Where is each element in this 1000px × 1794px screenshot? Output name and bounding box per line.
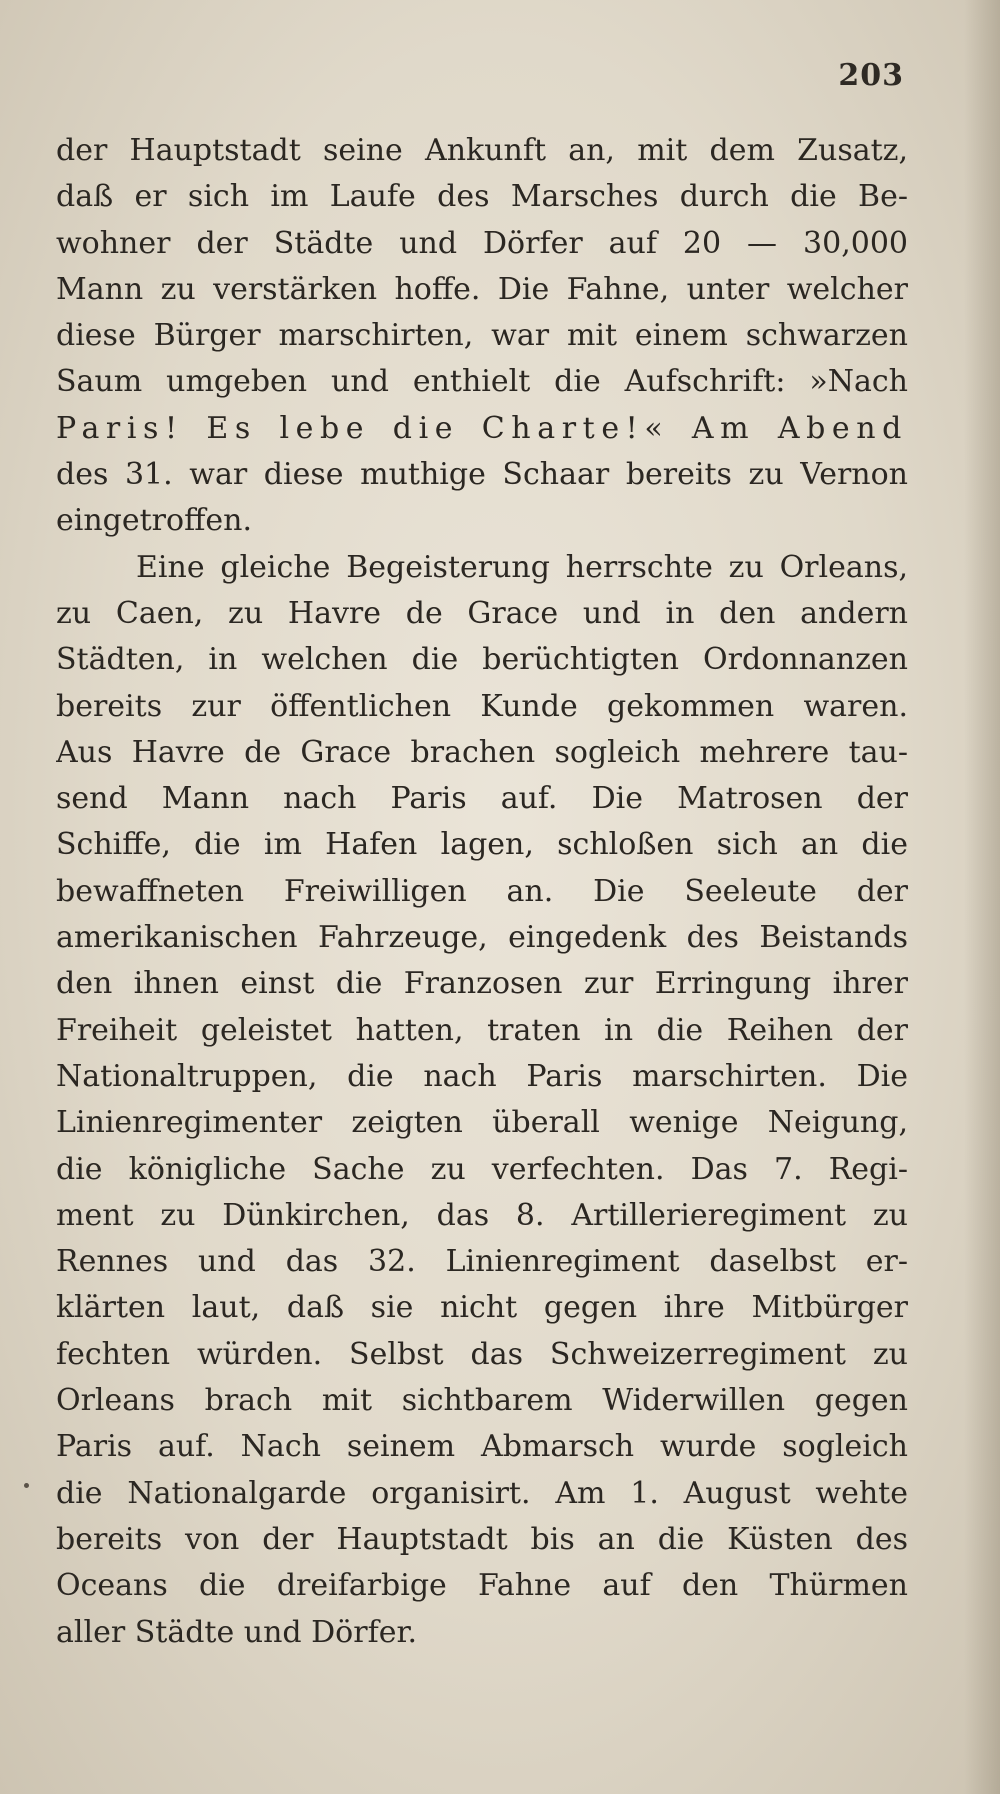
text-line: Mann zu verstärken hoffe. Die Fahne, unter welcher	[56, 271, 908, 307]
text-line: Nationaltruppen, die nach Paris marschirten. Die	[56, 1058, 908, 1094]
text-line: Schiffe, die im Hafen lagen, schloßen sich an die	[56, 827, 908, 863]
text-line: send Mann nach Paris auf. Die Matrosen der	[56, 781, 908, 817]
text-line: wohner der Städte und Dörfer auf 20 — 30,000	[56, 225, 908, 261]
text-line: aller Städte und Dörfer.	[56, 1614, 418, 1650]
text-line: daß er sich im Laufe des Marsches durch die Be-	[56, 179, 908, 215]
text-line: die königliche Sache zu verfechten. Das 7. Regi-	[56, 1151, 908, 1187]
ink-speck	[24, 1483, 29, 1488]
text-line: Paris auf. Nach seinem Abmarsch wurde sogleich	[56, 1429, 908, 1465]
text-line: Orleans brach mit sichtbarem Widerwillen gegen	[56, 1383, 908, 1419]
text-line: Freiheit geleistet hatten, traten in die Reihen der	[56, 1012, 908, 1048]
paragraph-1	[56, 128, 908, 545]
page-number: 203	[838, 58, 904, 93]
text-line: bereits zur öffentlichen Kunde gekommen waren.	[56, 688, 908, 724]
paragraph-2	[56, 545, 908, 1656]
text-line: den ihnen einst die Franzosen zur Erringung ihrer	[56, 966, 908, 1002]
text-line: bereits von der Hauptstadt bis an die Küsten des	[56, 1521, 908, 1557]
text-line: Oceans die dreifarbige Fahne auf den Thürmen	[56, 1568, 908, 1604]
text-line: fechten würden. Selbst das Schweizerregiment zu	[56, 1336, 908, 1372]
text-line: Linienregimenter zeigten überall wenige Neigung,	[56, 1105, 908, 1141]
text-line: klärten laut, daß sie nicht gegen ihre Mitbürger	[56, 1290, 908, 1326]
body-text	[56, 128, 908, 1656]
text-line: eingetroffen.	[56, 503, 253, 539]
text-line: Aus Havre de Grace brachen sogleich mehrere tau-	[56, 734, 908, 770]
text-line: die Nationalgarde organisirt. Am 1. August wehte	[56, 1475, 908, 1511]
text-line: des 31. war diese muthige Schaar bereits zu Vernon	[56, 457, 908, 493]
text-line: ment zu Dünkirchen, das 8. Artillerieregiment zu	[56, 1197, 908, 1233]
text-line: Saum umgeben und enthielt die Aufschrift: »Nach	[56, 364, 908, 400]
text-line: Städten, in welchen die berüchtigten Ordonnanzen	[56, 642, 908, 678]
text-line: Rennes und das 32. Linienregiment daselbst er-	[56, 1244, 908, 1280]
text-line: amerikanischen Fahrzeuge, eingedenk des Beistands	[56, 920, 908, 956]
text-line: zu Caen, zu Havre de Grace und in den andern	[56, 595, 908, 631]
text-line: der Hauptstadt seine Ankunft an, mit dem Zusatz,	[56, 133, 908, 168]
text-line: diese Bürger marschirten, war mit einem schwarzen	[56, 318, 908, 354]
text-line: Paris! Es lebe die Charte!« Am Abend	[56, 410, 908, 446]
text-line: Eine gleiche Begeisterung herrschte zu Orleans,	[136, 549, 908, 585]
text-line: bewaffneten Freiwilligen an. Die Seeleute der	[56, 873, 908, 909]
